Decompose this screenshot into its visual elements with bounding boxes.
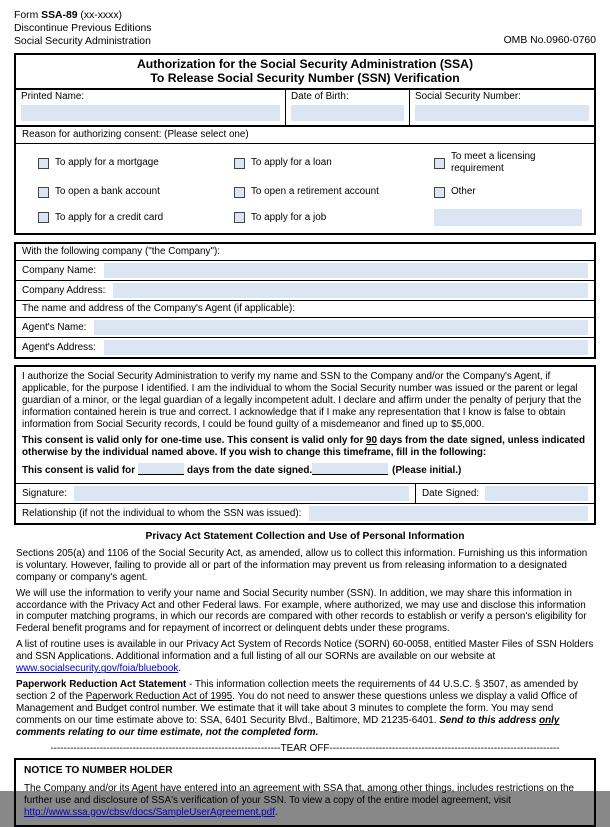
company-address-input[interactable] (113, 283, 588, 298)
printed-name-input[interactable] (21, 105, 280, 121)
text-segment: The Company and/or its Agent have entered into an agreement with SSA that, among other things, includes restrictions on the further use and disclosure of SSA's verification of your SSN. To view a copy of the entire model agreement, visit (24, 782, 575, 806)
form-number: SSA-89 (41, 10, 78, 21)
company-address-label: Company Address: (22, 284, 106, 296)
reason-option-bank-account[interactable] (38, 186, 234, 198)
privacy-paragraph-3 (16, 639, 594, 675)
date-of-birth-input[interactable] (291, 105, 404, 121)
text-segment: - This information collection meets the requirements of 44 U.S.C. § 3507, as amended by section 2 of the (16, 679, 579, 703)
authorization-section (14, 365, 596, 525)
relationship-row (16, 503, 594, 523)
date-signed-cell (416, 484, 594, 503)
paperwork-heading: Paperwork Reduction Act Statement (16, 679, 187, 691)
bluebook-link[interactable]: www.socialsecurity.gov/foia/bluebook (16, 663, 179, 675)
consent-days-default: 90 (366, 435, 378, 447)
consent-terms-paragraph (22, 435, 588, 459)
privacy-act-heading: Privacy Act Statement Collection and Use of Personal Information (145, 531, 465, 543)
ssn-cell (410, 90, 594, 125)
date-signed-input[interactable] (485, 486, 588, 501)
checkbox-retirement-account[interactable] (234, 187, 245, 198)
date-of-birth-cell (286, 90, 410, 125)
reason-option-label: To apply for a credit card (55, 211, 164, 223)
agent-section-label: The name and address of the Company's Agent (if applicable): (22, 303, 296, 315)
company-section (14, 242, 596, 359)
text-segment: . (274, 806, 278, 818)
text-segment: comments relating to our time estimate, not the completed form. (16, 727, 319, 739)
reason-option-label: To meet a licensing requirement (451, 151, 536, 175)
tear-off-label: TEAR OFF (280, 743, 330, 755)
checkbox-job[interactable] (234, 212, 245, 223)
consent-days-input[interactable] (138, 463, 184, 475)
text-segment: . (178, 663, 182, 675)
agent-address-label: Agent's Address: (22, 341, 96, 353)
agent-address-input[interactable] (104, 340, 588, 355)
reason-option-label: To apply for a mortgage (55, 157, 159, 169)
checkbox-bank-account[interactable] (38, 187, 49, 198)
form-header (14, 10, 596, 49)
signature-input[interactable] (74, 486, 409, 501)
reason-option-other[interactable] (434, 186, 582, 198)
form-prefix: Form (14, 10, 42, 21)
reason-option-label: To open a retirement account (251, 186, 379, 198)
reason-label: Reason for authorizing consent: (Please select one) (16, 127, 594, 144)
consent-days-after-text: days from the date signed. (187, 465, 313, 477)
main-form-box (14, 53, 596, 236)
consent-terms-part1: This consent is valid only for one-time use. This consent is valid only for (22, 435, 367, 447)
printed-name-label: Printed Name: (21, 91, 85, 103)
authorization-text (16, 367, 594, 483)
notice-paragraph (24, 783, 586, 819)
reason-option-loan[interactable] (234, 157, 434, 169)
signature-cell (16, 484, 416, 503)
company-section-label: With the following company ("the Company"): (22, 246, 221, 258)
text-segment: . You do not need to answer these questions unless we display a valid Office of Management and Budget control number. We estimate that it will take about 3 minutes to complete the form. You may send comments on our time estimate above to: SSA, 6401 Security Blvd., Baltimore, MD 21235-6401. (16, 691, 578, 727)
printed-name-cell (16, 90, 286, 125)
consent-valid-for-text: This consent is valid for (22, 465, 136, 477)
notice-to-number-holder (14, 758, 596, 826)
form-title-line1: Authorization for the Social Security Administration (SSA) (136, 56, 474, 71)
checkbox-loan[interactable] (234, 158, 245, 169)
reason-option-mortgage[interactable] (38, 157, 234, 169)
reason-option-label: To open a bank account (55, 186, 160, 198)
agent-address-row (16, 337, 594, 357)
model-agreement-link[interactable]: http://www.ssa.gov/cbsv/docs/SampleUserAgreement.pdf (24, 806, 275, 818)
reason-option-licensing[interactable] (434, 151, 582, 175)
form-title (16, 55, 594, 91)
reason-option-label: To apply for a loan (251, 157, 332, 169)
company-name-input[interactable] (104, 263, 588, 278)
tear-off-line (14, 743, 596, 755)
date-signed-label: Date Signed: (422, 487, 480, 499)
form-id-block (14, 10, 151, 49)
text-segment: A list of routine uses is available in our Privacy Act System of Records Notice (SORN) 60-0058, entitled Master Files of SSN Holders and SSN Applications. Additional information and a full listing of all our SORNs are available on our website at (16, 639, 594, 663)
company-section-header (16, 244, 594, 260)
signature-label: Signature: (22, 487, 68, 499)
checkbox-other[interactable] (434, 187, 445, 198)
company-name-row (16, 260, 594, 280)
company-name-label: Company Name: (22, 264, 97, 276)
please-initial-text: (Please initial.) (392, 465, 462, 477)
privacy-paragraph-1: Sections 205(a) and 1106 of the Social Security Act, as amended, allow us to collect this information. Furnishing us this information is voluntary. However, failing to provide all or part of the information may prevent us from releasing information to a designated company or company's agent. (16, 547, 588, 583)
consent-initial-input[interactable] (312, 463, 388, 475)
notice-heading: NOTICE TO NUMBER HOLDER (24, 765, 173, 777)
only-emphasis: only (539, 715, 560, 727)
relationship-input[interactable] (309, 506, 588, 521)
reason-option-label: Other (451, 186, 476, 198)
checkbox-licensing[interactable] (434, 158, 445, 169)
ssn-label: Social Security Number: (415, 91, 521, 103)
form-title-line2: To Release Social Security Number (SSN) Verification (150, 71, 460, 86)
paperwork-reduction-paragraph (16, 679, 594, 739)
agent-name-row (16, 317, 594, 337)
discontinue-note: Discontinue Previous Editions (14, 22, 152, 34)
consent-terms-part2: days from the date signed, unless indicated otherwise by the individual named above. If you wish to change this timeframe, fill in the following: (22, 435, 586, 459)
text-segment: Send to this address (439, 715, 540, 727)
reason-option-label: To apply for a job (251, 211, 327, 223)
agent-section-header (16, 300, 594, 317)
signature-row (16, 483, 594, 503)
reason-options (16, 144, 594, 233)
form-edition: (xx-xxxx) (77, 10, 122, 21)
agent-name-label: Agent's Name: (22, 321, 87, 333)
reason-option-credit-card[interactable] (38, 212, 234, 224)
reason-option-retirement-account[interactable] (234, 186, 434, 198)
form-number-line (14, 10, 151, 23)
tear-dashes-right: ---------------------------------------------------------------------- (329, 743, 560, 755)
reason-option-job[interactable] (234, 212, 434, 224)
authorization-paragraph: I authorize the Social Security Administration to verify my name and SSN to the Company and/or the Company's Agent, if applicable, for the purpose I identified. I am the individual to whom the Social Security number was issued or the parent or legal guardian of a minor, or the legal guardian of a legally incompetent adult. I declare and affirm under the penalty of perjury that the information contained herein is true and correct. I acknowledge that if I make any representation that I know is false to obtain information from Social Security records, I could be found guilty of a misdemeanor and fined up to $5,000. (22, 371, 582, 431)
consent-timeframe-line (22, 463, 588, 480)
agency-name: Social Security Administration (14, 35, 151, 47)
pra-1995-reference: Paperwork Reduction Act of 1995 (85, 691, 233, 703)
privacy-paragraph-2: We will use the information to verify your name and Social Security number (SSN). In addition, we may share this information in accordance with the Privacy Act and other Federal laws. For example, where authorized, we may use and disclose this information in computer matching programs, in which our records are compared with other records to establish or verify a person's eligibility for Federal benefit programs and for repayment of incorrect or delinquent debts under these programs. (16, 587, 587, 635)
checkbox-mortgage[interactable] (38, 158, 49, 169)
date-of-birth-label: Date of Birth: (291, 91, 349, 103)
company-address-row (16, 280, 594, 300)
ssn-input[interactable] (415, 105, 589, 121)
tear-dashes-left: ---------------------------------------------------------------------- (50, 743, 281, 755)
omb-number: OMB No.0960-0760 (503, 35, 596, 47)
identity-fields-row (16, 90, 594, 127)
checkbox-credit-card[interactable] (38, 212, 49, 223)
other-reason-input[interactable] (434, 209, 582, 226)
relationship-label: Relationship (if not the individual to whom the SSN was issued): (22, 507, 302, 519)
agent-name-input[interactable] (94, 320, 588, 335)
